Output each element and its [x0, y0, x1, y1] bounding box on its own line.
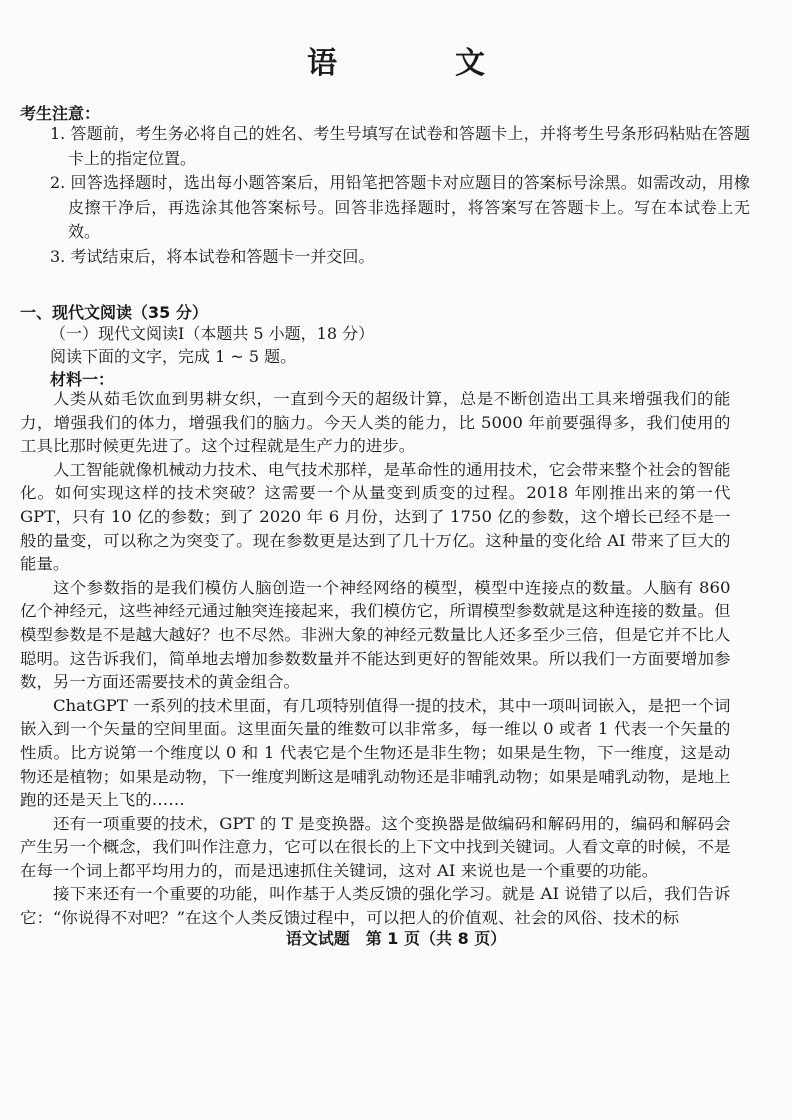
notice-item-text: 3. 考试结束后，将本试卷和答题卡一并交回。: [50, 246, 375, 266]
notice-item-text: 2. 回答选择题时，选出每小题答案后，用铅笔把答题卡对应题目的答案标号涂黑。如需改动，用橡皮擦干净后，再选涂其他答案标号。回答非选择题时，将答案写在答题卡上。写在本试卷上无效。: [50, 173, 750, 241]
passage-paragraph: 人类从茹毛饮血到男耕女织，一直到今天的超级计算，总是不断创造出工具来增强我们的能力，增强我们的体力，增强我们的脑力。今天人类的能力，比 5000 年前要强得多，我们使用的工具比那时候更先进了。这个过程就是生产力的进步。: [20, 390, 731, 456]
notice-heading: 考生注意：: [20, 104, 101, 123]
reading-passage: [20, 388, 730, 931]
notice-item: [50, 245, 750, 270]
notice-item: [50, 122, 750, 171]
notice-item-text: 1. 答题前，考生务必将自己的姓名、考生号填写在试卷和答题卡上，并将考生号条形码粘贴在答题卡上的指定位置。: [50, 124, 750, 168]
reading-instruction: 阅读下面的文字，完成 1 ~ 5 题。: [50, 347, 297, 366]
section-heading: 一、现代文阅读（35 分）: [20, 303, 208, 322]
passage-paragraph: 这个参数指的是我们模仿人脑创造一个神经网络的模型，模型中连接点的数量。人脑有 860 亿个神经元，这些神经元通过触突连接起来，我们模仿它，所谓模型参数就是这种连接的数量。但模型参数是不是越大越好？也不尽然。非洲大象的神经元数量比人还多至少三倍，但是它并不比人聪明。这告诉我们，简单地去增加参数数量并不能达到更好的智能效果。所以我们一方面要增加参数，另一方面还需要技术的黄金组合。: [20, 578, 731, 692]
material-label: 材料一：: [50, 370, 115, 389]
notice-item: [50, 171, 750, 245]
page-footer: 语文试题 第 1 页（共 8 页）: [285, 929, 507, 948]
passage-paragraph: 接下来还有一个重要的功能，叫作基于人类反馈的强化学习。就是 AI 说错了以后，我们告诉它：“你说得不对吧？”在这个人类反馈过程中，可以把人的价值观、社会的风俗、技术的标: [20, 885, 731, 928]
notice-list: [50, 122, 750, 269]
passage-paragraph: ChatGPT 一系列的技术里面，有几项特别值得一提的技术，其中一项叫词嵌入，是把一个词嵌入到一个矢量的空间里面。这里面矢量的维数可以非常多，每一维以 0 或者 1 代表一个矢量的性质。比方说第一个维度以 0 和 1 代表它是个生物还是非生物；如果是生物，下一维度，这是动物还是植物；如果是动物，下一维度判断这是哺乳动物还是非哺乳动物；如果是哺乳动物，是地上跑的还是天上飞的……: [20, 696, 731, 810]
passage-paragraph: 还有一项重要的技术，GPT 的 T 是变换器。这个变换器是做编码和解码用的，编码和解码会产生另一个概念，我们叫作注意力，它可以在很长的上下文中找到关键词。人看文章的时候，不是在每一个词上都平均用力的，而是迅速抓住关键词，这对 AI 来说也是一个重要的功能。: [20, 814, 731, 880]
page-title: 语 文: [307, 46, 529, 81]
subsection-heading: （一）现代文阅读Ⅰ（本题共 5 小题，18 分）: [50, 324, 375, 343]
passage-paragraph: 人工智能就像机械动力技术、电气技术那样，是革命性的通用技术，它会带来整个社会的智能化。如何实现这样的技术突破？这需要一个从量变到质变的过程。2018 年刚推出来的第一代 GPT，只有 10 亿的参数；到了 2020 年 6 月份，达到了 1750 亿的参数，这个增长已经不是一般的量变，可以称之为突变了。现在参数更是达到了几十万亿。这种量的变化给 AI 带来了巨大的能量。: [20, 460, 731, 574]
